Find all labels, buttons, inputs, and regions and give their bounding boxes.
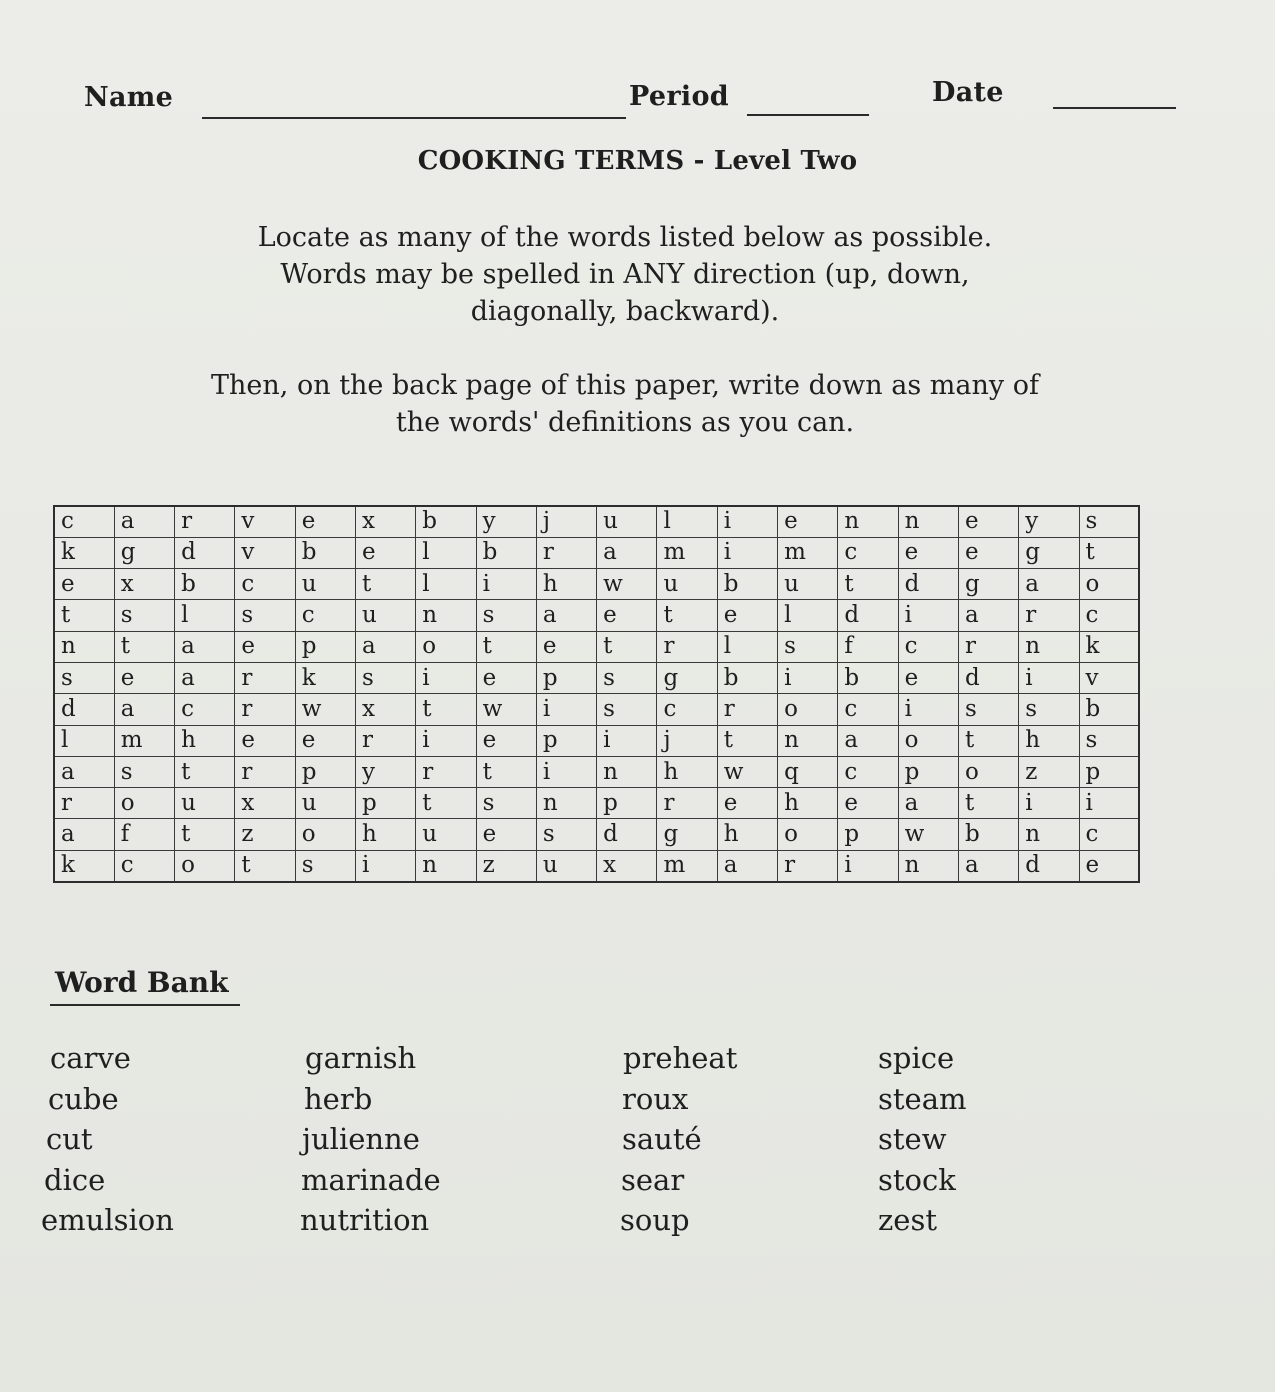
word-bank-item: dice	[44, 1162, 106, 1197]
grid-cell: e	[54, 569, 114, 600]
grid-cell: c	[1079, 600, 1139, 631]
grid-cell: d	[958, 662, 1018, 693]
grid-cell: s	[114, 600, 174, 631]
grid-cell: z	[1019, 756, 1079, 787]
grid-cell: i	[838, 850, 898, 881]
grid-cell: n	[1019, 631, 1079, 662]
grid-cell: x	[355, 506, 415, 537]
grid-cell: a	[114, 506, 174, 537]
grid-cell: l	[175, 600, 235, 631]
grid-cell: s	[295, 850, 355, 881]
grid-cell: a	[54, 756, 114, 787]
grid-cell: t	[355, 569, 415, 600]
grid-cell: u	[295, 569, 355, 600]
grid-cell: c	[295, 600, 355, 631]
grid-cell: e	[476, 725, 536, 756]
grid-cell: u	[597, 506, 657, 537]
grid-cell: n	[838, 506, 898, 537]
grid-cell: w	[295, 694, 355, 725]
grid-cell: p	[355, 788, 415, 819]
grid-cell: w	[717, 756, 777, 787]
grid-cell: s	[114, 756, 174, 787]
grid-cell: i	[717, 537, 777, 568]
instruction-line-2: Words may be spelled in ANY direction (up, down,	[280, 259, 970, 290]
grid-cell: i	[476, 569, 536, 600]
grid-cell: a	[597, 537, 657, 568]
grid-cell: i	[416, 725, 476, 756]
grid-cell: r	[235, 694, 295, 725]
word-bank-item: spice	[878, 1041, 955, 1075]
word-bank-item: cube	[48, 1081, 119, 1116]
grid-cell: a	[355, 631, 415, 662]
grid-cell: x	[235, 788, 295, 819]
grid-cell: c	[114, 850, 174, 881]
grid-cell: r	[657, 631, 717, 662]
grid-cell: j	[657, 725, 717, 756]
grid-cell: p	[295, 756, 355, 787]
grid-row	[54, 756, 1139, 787]
grid-cell: s	[597, 694, 657, 725]
grid-cell: s	[1019, 694, 1079, 725]
grid-row	[54, 662, 1139, 693]
grid-cell: c	[175, 694, 235, 725]
grid-cell: b	[416, 506, 476, 537]
grid-cell: s	[1079, 725, 1139, 756]
grid-cell: r	[54, 788, 114, 819]
instruction-line-4: Then, on the back page of this paper, write down as many of	[211, 370, 1039, 401]
grid-cell: i	[898, 600, 958, 631]
instruction-line-5: the words' definitions as you can.	[395, 407, 855, 438]
grid-cell: a	[898, 788, 958, 819]
grid-cell: a	[958, 850, 1018, 881]
grid-cell: s	[54, 662, 114, 693]
grid-cell: b	[838, 662, 898, 693]
grid-cell: c	[838, 537, 898, 568]
grid-cell: o	[1079, 569, 1139, 600]
grid-cell: o	[295, 819, 355, 850]
word-bank-item: stew	[878, 1122, 947, 1156]
grid-cell: b	[717, 569, 777, 600]
grid-cell: p	[1079, 756, 1139, 787]
grid-cell: k	[54, 850, 114, 881]
grid-cell: p	[898, 756, 958, 787]
grid-cell: t	[54, 600, 114, 631]
grid-cell: r	[657, 788, 717, 819]
grid-cell: f	[114, 819, 174, 850]
grid-cell: o	[114, 788, 174, 819]
grid-cell: i	[1079, 788, 1139, 819]
grid-cell: r	[355, 725, 415, 756]
grid-cell: w	[597, 569, 657, 600]
grid-cell: a	[175, 631, 235, 662]
grid-cell: e	[958, 506, 1018, 537]
grid-cell: c	[657, 694, 717, 725]
grid-row	[54, 506, 1139, 537]
word-bank-item: herb	[304, 1081, 373, 1116]
grid-cell: m	[657, 537, 717, 568]
grid-cell: e	[476, 662, 536, 693]
grid-cell: t	[717, 725, 777, 756]
grid-cell: c	[235, 569, 295, 600]
grid-cell: n	[597, 756, 657, 787]
grid-cell: l	[778, 600, 838, 631]
grid-cell: f	[838, 631, 898, 662]
word-bank-item: emulsion	[41, 1203, 174, 1237]
grid-cell: n	[54, 631, 114, 662]
grid-cell: a	[838, 725, 898, 756]
grid-cell: a	[536, 600, 596, 631]
grid-cell: l	[416, 537, 476, 568]
grid-cell: s	[1079, 506, 1139, 537]
grid-cell: n	[778, 725, 838, 756]
grid-cell: r	[235, 662, 295, 693]
grid-cell: t	[416, 788, 476, 819]
grid-cell: c	[54, 506, 114, 537]
word-bank-item: marinade	[301, 1162, 441, 1197]
word-bank-column-3	[620, 1038, 737, 1241]
grid-cell: x	[114, 569, 174, 600]
word-bank-title: Word Bank	[55, 966, 229, 999]
grid-cell: b	[1079, 694, 1139, 725]
grid-cell: s	[536, 819, 596, 850]
grid-cell: y	[355, 756, 415, 787]
grid-cell: l	[657, 506, 717, 537]
grid-cell: n	[416, 600, 476, 631]
grid-cell: g	[657, 662, 717, 693]
page-title: COOKING TERMS - Level Two	[417, 146, 858, 176]
grid-cell: a	[717, 850, 777, 881]
grid-cell: p	[536, 662, 596, 693]
grid-cell: g	[114, 537, 174, 568]
word-bank-item: sauté	[622, 1122, 702, 1156]
grid-cell: u	[416, 819, 476, 850]
grid-cell: l	[416, 569, 476, 600]
grid-cell: c	[838, 756, 898, 787]
grid-cell: s	[958, 694, 1018, 725]
word-bank-item: carve	[50, 1041, 131, 1075]
grid-cell: u	[657, 569, 717, 600]
grid-cell: o	[958, 756, 1018, 787]
grid-row	[54, 788, 1139, 819]
grid-cell: s	[476, 600, 536, 631]
grid-cell: n	[1019, 819, 1079, 850]
grid-cell: r	[778, 850, 838, 881]
grid-cell: h	[657, 756, 717, 787]
grid-cell: p	[838, 819, 898, 850]
grid-cell: i	[416, 662, 476, 693]
grid-cell: o	[898, 725, 958, 756]
grid-cell: e	[717, 600, 777, 631]
grid-cell: j	[536, 506, 596, 537]
word-bank-item: steam	[878, 1081, 967, 1116]
grid-cell: b	[295, 537, 355, 568]
word-bank-item: roux	[622, 1081, 689, 1116]
grid-cell: e	[476, 819, 536, 850]
grid-cell: t	[1079, 537, 1139, 568]
word-bank-column-1	[41, 1038, 174, 1241]
instruction-line-1: Locate as many of the words listed below as possible.	[257, 222, 993, 253]
grid-cell: t	[416, 694, 476, 725]
word-bank-underline	[50, 1004, 240, 1006]
grid-cell: l	[54, 725, 114, 756]
grid-cell: v	[235, 537, 295, 568]
grid-cell: s	[235, 600, 295, 631]
grid-cell: r	[1019, 600, 1079, 631]
date-line	[1053, 107, 1176, 109]
grid-cell: h	[355, 819, 415, 850]
grid-cell: r	[958, 631, 1018, 662]
grid-cell: d	[175, 537, 235, 568]
grid-cell: k	[295, 662, 355, 693]
grid-cell: o	[778, 694, 838, 725]
name-line	[202, 117, 626, 119]
grid-cell: b	[476, 537, 536, 568]
word-bank-item: nutrition	[300, 1203, 430, 1237]
grid-cell: r	[416, 756, 476, 787]
grid-cell: a	[54, 819, 114, 850]
grid-cell: e	[778, 506, 838, 537]
period-label: Period	[629, 81, 729, 112]
word-bank-item: zest	[878, 1203, 937, 1237]
grid-row	[54, 725, 1139, 756]
grid-cell: c	[1079, 819, 1139, 850]
period-line	[747, 114, 869, 116]
date-label: Date	[932, 77, 1004, 108]
grid-cell: y	[1019, 506, 1079, 537]
word-search-grid	[53, 505, 1140, 883]
grid-cell: t	[175, 819, 235, 850]
grid-cell: a	[958, 600, 1018, 631]
grid-cell: a	[114, 694, 174, 725]
grid-cell: e	[958, 537, 1018, 568]
grid-row	[54, 600, 1139, 631]
grid-cell: r	[717, 694, 777, 725]
grid-cell: d	[597, 819, 657, 850]
word-bank-item: sear	[621, 1162, 685, 1197]
grid-cell: i	[355, 850, 415, 881]
word-bank-item: preheat	[623, 1041, 738, 1075]
grid-row	[54, 631, 1139, 662]
grid-cell: k	[1079, 631, 1139, 662]
grid-row	[54, 569, 1139, 600]
grid-cell: i	[898, 694, 958, 725]
word-bank-item: stock	[878, 1162, 956, 1197]
grid-cell: u	[175, 788, 235, 819]
grid-cell: e	[717, 788, 777, 819]
grid-cell: k	[54, 537, 114, 568]
grid-cell: e	[597, 600, 657, 631]
grid-cell: u	[355, 600, 415, 631]
grid-cell: m	[657, 850, 717, 881]
grid-cell: e	[898, 537, 958, 568]
grid-cell: w	[898, 819, 958, 850]
grid-cell: e	[235, 725, 295, 756]
grid-row	[54, 537, 1139, 568]
grid-cell: t	[114, 631, 174, 662]
name-label: Name	[84, 82, 174, 113]
grid-cell: u	[295, 788, 355, 819]
grid-cell: m	[778, 537, 838, 568]
grid-cell: o	[416, 631, 476, 662]
grid-cell: s	[778, 631, 838, 662]
grid-cell: z	[235, 819, 295, 850]
grid-cell: c	[898, 631, 958, 662]
grid-cell: s	[597, 662, 657, 693]
grid-cell: t	[597, 631, 657, 662]
grid-cell: e	[235, 631, 295, 662]
word-bank-item: soup	[620, 1203, 690, 1237]
grid-cell: t	[838, 569, 898, 600]
grid-row	[54, 694, 1139, 725]
grid-cell: m	[114, 725, 174, 756]
grid-cell: t	[476, 631, 536, 662]
grid-cell: r	[235, 756, 295, 787]
grid-cell: p	[597, 788, 657, 819]
grid-cell: x	[355, 694, 415, 725]
grid-cell: u	[778, 569, 838, 600]
grid-cell: x	[597, 850, 657, 881]
grid-cell: h	[175, 725, 235, 756]
grid-cell: r	[175, 506, 235, 537]
grid-cell: v	[235, 506, 295, 537]
grid-cell: d	[54, 694, 114, 725]
grid-cell: e	[114, 662, 174, 693]
grid-cell: e	[355, 537, 415, 568]
grid-cell: w	[476, 694, 536, 725]
grid-cell: g	[657, 819, 717, 850]
grid-cell: i	[1019, 788, 1079, 819]
grid-cell: i	[1019, 662, 1079, 693]
grid-cell: n	[536, 788, 596, 819]
grid-cell: d	[838, 600, 898, 631]
grid-cell: o	[175, 850, 235, 881]
grid-cell: u	[536, 850, 596, 881]
grid-cell: i	[597, 725, 657, 756]
grid-cell: a	[1019, 569, 1079, 600]
grid-cell: t	[958, 725, 1018, 756]
grid-cell: h	[717, 819, 777, 850]
grid-cell: n	[416, 850, 476, 881]
grid-cell: b	[958, 819, 1018, 850]
grid-cell: h	[1019, 725, 1079, 756]
grid-cell: y	[476, 506, 536, 537]
grid-cell: n	[898, 506, 958, 537]
grid-cell: p	[536, 725, 596, 756]
grid-cell: s	[476, 788, 536, 819]
grid-cell: d	[1019, 850, 1079, 881]
word-bank-item: julienne	[302, 1122, 420, 1156]
grid-row	[54, 850, 1139, 881]
word-bank-item: garnish	[305, 1041, 417, 1075]
grid-cell: e	[898, 662, 958, 693]
grid-cell: e	[295, 506, 355, 537]
grid-cell: q	[778, 756, 838, 787]
grid-cell: r	[536, 537, 596, 568]
grid-cell: n	[898, 850, 958, 881]
grid-cell: t	[958, 788, 1018, 819]
grid-cell: b	[175, 569, 235, 600]
grid-cell: p	[295, 631, 355, 662]
grid-cell: t	[235, 850, 295, 881]
grid-cell: l	[717, 631, 777, 662]
grid-cell: t	[175, 756, 235, 787]
grid-cell: i	[778, 662, 838, 693]
word-bank-item: cut	[46, 1122, 93, 1156]
grid-cell: t	[657, 600, 717, 631]
word-bank-column-4	[877, 1038, 967, 1241]
grid-cell: z	[476, 850, 536, 881]
grid-cell: t	[476, 756, 536, 787]
grid-cell: a	[175, 662, 235, 693]
grid-cell: h	[778, 788, 838, 819]
grid-cell: o	[778, 819, 838, 850]
grid-cell: s	[355, 662, 415, 693]
grid-cell: e	[838, 788, 898, 819]
grid-cell: i	[536, 756, 596, 787]
grid-row	[54, 819, 1139, 850]
grid-cell: i	[536, 694, 596, 725]
instruction-line-3: diagonally, backward).	[470, 296, 780, 327]
grid-cell: e	[1079, 850, 1139, 881]
grid-cell: e	[295, 725, 355, 756]
grid-cell: c	[838, 694, 898, 725]
grid-cell: d	[898, 569, 958, 600]
grid-cell: h	[536, 569, 596, 600]
grid-cell: g	[1019, 537, 1079, 568]
word-bank-column-2	[300, 1038, 441, 1241]
grid-cell: v	[1079, 662, 1139, 693]
grid-cell: b	[717, 662, 777, 693]
grid-cell: e	[536, 631, 596, 662]
grid-cell: i	[717, 506, 777, 537]
grid-cell: g	[958, 569, 1018, 600]
